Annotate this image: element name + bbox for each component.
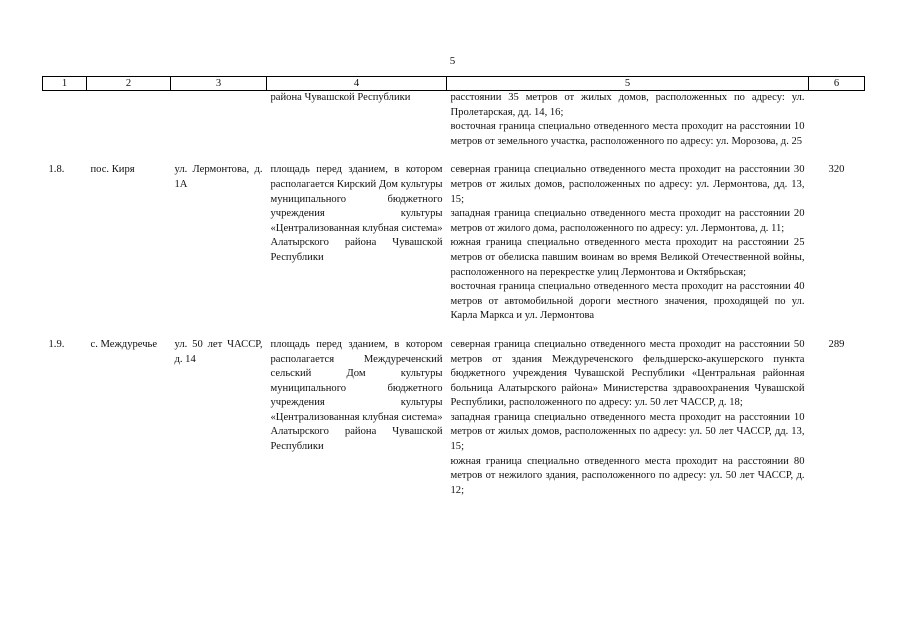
place-description <box>267 163 447 324</box>
border-text: южная граница специально отведенного места проходит на расстоянии 80 метров от нежилого здания, расположенного по адресу: ул. 50 лет ЧАССР, д. 12; <box>450 455 805 496</box>
border-text: восточная граница специально отведенного места проходит на расстоянии 40 метров от автомобильной дороги местного значения, проходящей по ул. Карла Маркса и ул. Лермонтова <box>450 281 805 322</box>
row-number: 1.8. <box>48 164 65 176</box>
settlement: пос. Киря <box>90 164 135 176</box>
borders-description <box>447 163 809 324</box>
borders-description <box>447 338 809 499</box>
settlement <box>87 91 171 150</box>
address: ул. 50 лет ЧАССР, д. 14 <box>174 338 263 365</box>
border-text: расстоянии 35 метров от жилых домов, расположенных по адресу: ул. Пролетарская, дд. 14, 16; <box>450 92 805 118</box>
column-header-3: 3 <box>171 77 267 91</box>
row-number: 1.9. <box>48 338 65 350</box>
place-text: площадь перед зданием, в котором располагается Кирский Дом культуры муниципального бюджетного учреждения культуры «Централизованная клубная система» Алатырского района Чувашской Республики <box>270 164 443 263</box>
border-text: западная граница специально отведенного места проходит на расстоянии 20 метров от жилого дома, расположенного по адресу: ул. Лермонтова, д. 11; <box>450 208 805 234</box>
place-description <box>267 338 447 499</box>
place-text: района Чувашской Республики <box>270 92 411 103</box>
table-row <box>43 338 865 499</box>
table-row <box>43 163 865 324</box>
address: ул. Лермонтова, д. 1А <box>174 164 263 190</box>
table-row <box>43 91 865 150</box>
border-text: северная граница специально отведенного места проходит на расстоянии 30 метров от жилых домов, расположенных по адресу: ул. Лермонтова, дд. 13, 15; <box>450 164 805 205</box>
address <box>171 91 267 150</box>
row-number <box>43 91 87 150</box>
border-text: северная граница специально отведенного места проходит на расстоянии 50 метров от здания Междуреченского фельдшерско-акушерского пункта бюджетного учреждения Чувашской Республики «Центральная районная больница Алатырского района» Министерства здравоохранения Чувашской Республики, расположенного по адресу: ул. 50 лет ЧАССР, д. 18; <box>450 338 805 409</box>
column-header-2: 2 <box>87 77 171 91</box>
column-header-5: 5 <box>447 77 809 91</box>
column-header-6: 6 <box>809 77 865 91</box>
border-text: восточная граница специально отведенного места проходит на расстоянии 10 метров от земельного участка, расположенного по адресу: ул. Морозова, д. 25 <box>450 121 805 147</box>
border-text: западная граница специально отведенного места проходит на расстоянии 10 метров от жилых домов, расположенных по адресу: ул. 50 лет ЧАССР, дд. 13, 15; <box>450 411 805 453</box>
table-header <box>43 77 865 91</box>
area-value: 320 <box>828 164 845 176</box>
border-text: южная граница специально отведенного места проходит на расстоянии 25 метров от обелиска павшим воинам во время Великой Отечественной войны, расположенного на перекрестке улиц Лермонтова и Октябрьская; <box>450 237 805 278</box>
page-number: 5 <box>449 55 456 67</box>
column-header-4: 4 <box>267 77 447 91</box>
borders-description <box>447 91 809 150</box>
place-text: площадь перед зданием, в котором располагается Междуреченский сельский Дом культуры муниципального бюджетного учреждения культуры «Централизованная клубная система» Алатырского района Чувашской Республики <box>270 338 443 453</box>
header-row <box>43 77 865 91</box>
area-value <box>809 91 865 150</box>
zones-table <box>42 76 865 498</box>
area-value: 289 <box>828 338 845 350</box>
place-description <box>267 91 447 150</box>
column-header-1: 1 <box>43 77 87 91</box>
settlement: с. Междуречье <box>90 338 158 350</box>
